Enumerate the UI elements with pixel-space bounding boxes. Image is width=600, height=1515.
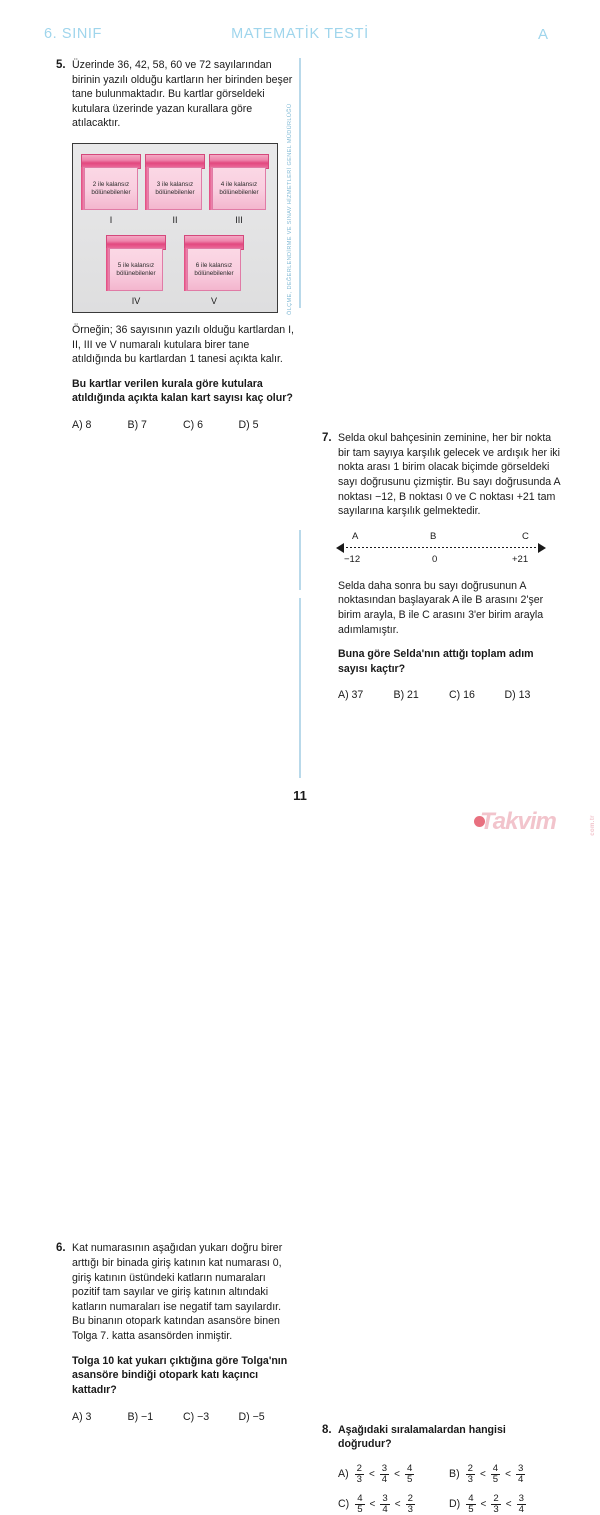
- question-8: [322, 1423, 560, 1515]
- fraction-numerator: 4: [468, 1492, 474, 1504]
- column-divider-bottom: [299, 598, 301, 778]
- fraction-denominator: 5: [406, 1473, 413, 1485]
- question-5-ask: Bu kartlar verilen kurala göre kutulara atıldığında açıkta kalan kart sayısı kaç olur?: [72, 377, 293, 405]
- fraction: [466, 1494, 475, 1515]
- box-roman-numeral: IV: [131, 296, 141, 307]
- fraction: [406, 1494, 415, 1515]
- less-than-symbol: <: [368, 1468, 375, 1480]
- question-8-number: 8.: [322, 1423, 332, 1436]
- question-5-option-c[interactable]: C) 6: [183, 419, 204, 432]
- less-than-symbol: <: [394, 1468, 400, 1480]
- question-6: [56, 1241, 294, 1422]
- point-b-letter: B: [430, 530, 437, 542]
- fraction: [516, 1464, 525, 1485]
- box-roman-numeral: I: [109, 215, 113, 226]
- question-8-option-d[interactable]: [449, 1494, 560, 1515]
- less-than-symbol: <: [505, 1468, 511, 1480]
- number-line-arrow-right: [538, 543, 546, 553]
- question-8-stem: Aşağıdaki sıralamalardan hangisi doğrudur?: [338, 1423, 506, 1451]
- box-label: 5 ile kalansız bölünebilenler: [116, 261, 156, 277]
- question-6-options: [72, 1411, 294, 1423]
- question-7-number: 7.: [322, 432, 332, 445]
- box-roman-numeral: II: [172, 215, 178, 226]
- column-divider-top: [299, 58, 301, 308]
- less-than-symbol: <: [479, 1468, 486, 1480]
- fraction-denominator: 4: [517, 1473, 524, 1485]
- question-6-number: 6.: [56, 1242, 66, 1255]
- question-6-option-a[interactable]: A) 3: [72, 1410, 92, 1423]
- fraction-numerator: 4: [357, 1492, 363, 1504]
- fraction-numerator: 2: [467, 1462, 473, 1474]
- takvim-watermark: [474, 806, 596, 838]
- question-8-option-b[interactable]: [449, 1464, 560, 1485]
- question-5: [56, 58, 294, 431]
- point-c-value: +21: [512, 553, 529, 565]
- box-item-2: [145, 154, 205, 225]
- fraction-numerator: 3: [381, 1462, 388, 1474]
- fraction-numerator: 2: [356, 1462, 362, 1474]
- question-5-options: [72, 419, 294, 431]
- question-5-example: Örneğin; 36 sayısının yazılı olduğu kartlardan I, II, III ve V numaralı kutulara birer tane atıldığında bu kartlardan 1 tanesi açıkta kalır.: [72, 324, 295, 366]
- box-label: 4 ile kalansız bölünebilenler: [219, 180, 259, 196]
- question-6-stem: Kat numarasının aşağıdan yukarı doğru birer arttığı bir binada giriş katının kat numarası 0, giriş katının üstündeki katların numaraları pozitif tam sayılar ve giriş katının altındaki katların numaraları ise negatif tam sayılardır. Bu binanın otopark katından asansöre binen Tolga 7. katta asansörden inmiştir.: [72, 1242, 283, 1343]
- point-a-letter: A: [352, 530, 359, 542]
- question-7-stem: Selda okul bahçesinin zeminine, her bir nokta bir tam sayıya karşılık gelecek ve ardışık her iki nokta arası 1 birim olacak biçimde görseldeki sayı doğrusunu çizmiştir. Bu sayı doğrusunda A noktası −12, B noktası 0 ve C noktası +21 tam sayılarına karşılık gelmektedir.: [338, 432, 561, 518]
- question-7-option-a[interactable]: A) 37: [338, 689, 364, 702]
- fraction-numerator: 3: [518, 1492, 524, 1504]
- box-icon: [81, 154, 141, 210]
- fraction-denominator: 5: [357, 1503, 363, 1515]
- box-item-4: [106, 235, 166, 306]
- box-item-3: [209, 154, 269, 225]
- fraction-numerator: 3: [382, 1492, 388, 1504]
- less-than-symbol: <: [480, 1498, 487, 1510]
- number-line-axis: [342, 547, 540, 548]
- fraction-numerator: 3: [517, 1462, 524, 1474]
- box-icon: [145, 154, 205, 210]
- question-7: [322, 431, 560, 701]
- fraction: [355, 1464, 364, 1485]
- number-line-arrow-left: [336, 543, 344, 553]
- box-body: [148, 167, 202, 210]
- question-7-example: Selda daha sonra bu sayı doğrusunun A noktasından başlayarak A ile B arasını 2'şer birim arayla, B ile C arasını 3'er birim arayla adımlamıştır.: [338, 579, 544, 636]
- option-d-letter: D): [449, 1498, 461, 1511]
- box-label: 3 ile kalansız bölünebilenler: [155, 180, 195, 196]
- option-b-letter: B): [449, 1468, 460, 1481]
- fraction: [491, 1464, 500, 1485]
- fraction-numerator: 2: [407, 1492, 413, 1504]
- question-6-option-d[interactable]: D) −5: [238, 1410, 265, 1423]
- question-6-option-b[interactable]: B) −1: [127, 1410, 154, 1423]
- page-number: 11: [293, 788, 307, 803]
- page-header: [0, 26, 600, 50]
- option-c-letter: C): [338, 1498, 350, 1511]
- fraction-denominator: 3: [493, 1503, 499, 1515]
- question-7-ask: Buna göre Selda'nın attığı toplam adım sayısı kaçtır?: [338, 648, 534, 675]
- fraction-numerator: 4: [406, 1462, 413, 1474]
- fraction-denominator: 4: [381, 1473, 388, 1485]
- box-icon: [209, 154, 269, 210]
- less-than-symbol: <: [369, 1498, 376, 1510]
- fraction-denominator: 4: [518, 1503, 524, 1515]
- question-5-option-a[interactable]: A) 8: [72, 419, 92, 432]
- question-7-option-d[interactable]: D) 13: [504, 689, 531, 702]
- question-5-boxes-figure: [72, 143, 278, 313]
- fraction-denominator: 5: [492, 1473, 499, 1485]
- fraction-denominator: 3: [407, 1503, 413, 1515]
- less-than-symbol: <: [505, 1498, 512, 1510]
- box-body: [187, 248, 241, 291]
- vertical-department-text: ÖLÇME, DEĞERLENDİRME VE SINAV HİZMETLERİ GENEL MÜDÜRLÜĞÜ: [287, 103, 293, 315]
- box-roman-numeral: V: [210, 296, 217, 307]
- box-body: [212, 167, 266, 210]
- fraction: [380, 1464, 389, 1485]
- header-booklet-label: A: [537, 26, 548, 43]
- option-a-letter: A): [338, 1468, 349, 1481]
- question-7-number-line-figure: [338, 531, 544, 573]
- question-6-option-c[interactable]: C) −3: [183, 1410, 210, 1423]
- question-7-options: [338, 689, 560, 701]
- fraction: [380, 1494, 389, 1515]
- header-test-title: MATEMATİK TESTİ: [231, 26, 369, 42]
- question-8-option-c[interactable]: [338, 1494, 449, 1515]
- point-c-letter: C: [522, 530, 529, 542]
- fraction-denominator: 3: [356, 1473, 362, 1485]
- fraction-denominator: 4: [382, 1503, 388, 1515]
- fraction-denominator: 5: [468, 1503, 474, 1515]
- less-than-symbol: <: [394, 1498, 401, 1510]
- question-7-option-b[interactable]: B) 21: [393, 689, 419, 702]
- watermark-brand: Takvim: [480, 808, 556, 835]
- column-divider-middle: [299, 530, 301, 590]
- fraction: [491, 1494, 500, 1515]
- box-item-1: [81, 154, 141, 225]
- fraction-denominator: 3: [467, 1473, 473, 1485]
- box-item-5: [184, 235, 244, 306]
- box-label: 6 ile kalansız bölünebilenler: [194, 261, 234, 277]
- header-grade-label: 6. SINIF: [44, 26, 102, 42]
- box-body: [84, 167, 138, 210]
- question-7-option-c[interactable]: C) 16: [449, 689, 475, 702]
- question-5-stem: Üzerinde 36, 42, 58, 60 ve 72 sayılarından birinin yazılı olduğu kartların her birinden beşer tane bulunmaktadır. Bu kartlar görseldeki kutulara üzerinde yazan kurallara göre atılacaktır.: [72, 59, 293, 130]
- question-5-number: 5.: [56, 59, 66, 71]
- boxes-row-bottom: [81, 235, 269, 306]
- watermark-domain: com.tr: [590, 815, 596, 836]
- point-b-value: 0: [432, 553, 438, 565]
- question-6-ask: Tolga 10 kat yukarı çıktığına göre Tolga'nın asansöre bindiği otopark katı kaçıncı kattadır?: [72, 1354, 288, 1396]
- question-5-option-b[interactable]: B) 7: [127, 419, 147, 432]
- fraction: [355, 1494, 364, 1515]
- box-roman-numeral: III: [235, 215, 243, 226]
- question-8-fraction-options: [338, 1464, 560, 1515]
- fraction-numerator: 4: [492, 1462, 499, 1474]
- question-5-option-d[interactable]: D) 5: [238, 419, 259, 432]
- box-label: 2 ile kalansız bölünebilenler: [91, 180, 131, 196]
- boxes-row-top: [81, 154, 269, 225]
- fraction: [466, 1464, 475, 1485]
- question-8-option-a[interactable]: [338, 1464, 449, 1485]
- point-a-value: −12: [344, 553, 361, 565]
- fraction: [405, 1464, 414, 1485]
- fraction: [517, 1494, 526, 1515]
- fraction-numerator: 2: [493, 1492, 499, 1504]
- box-icon: [184, 235, 244, 291]
- box-body: [109, 248, 163, 291]
- box-icon: [106, 235, 166, 291]
